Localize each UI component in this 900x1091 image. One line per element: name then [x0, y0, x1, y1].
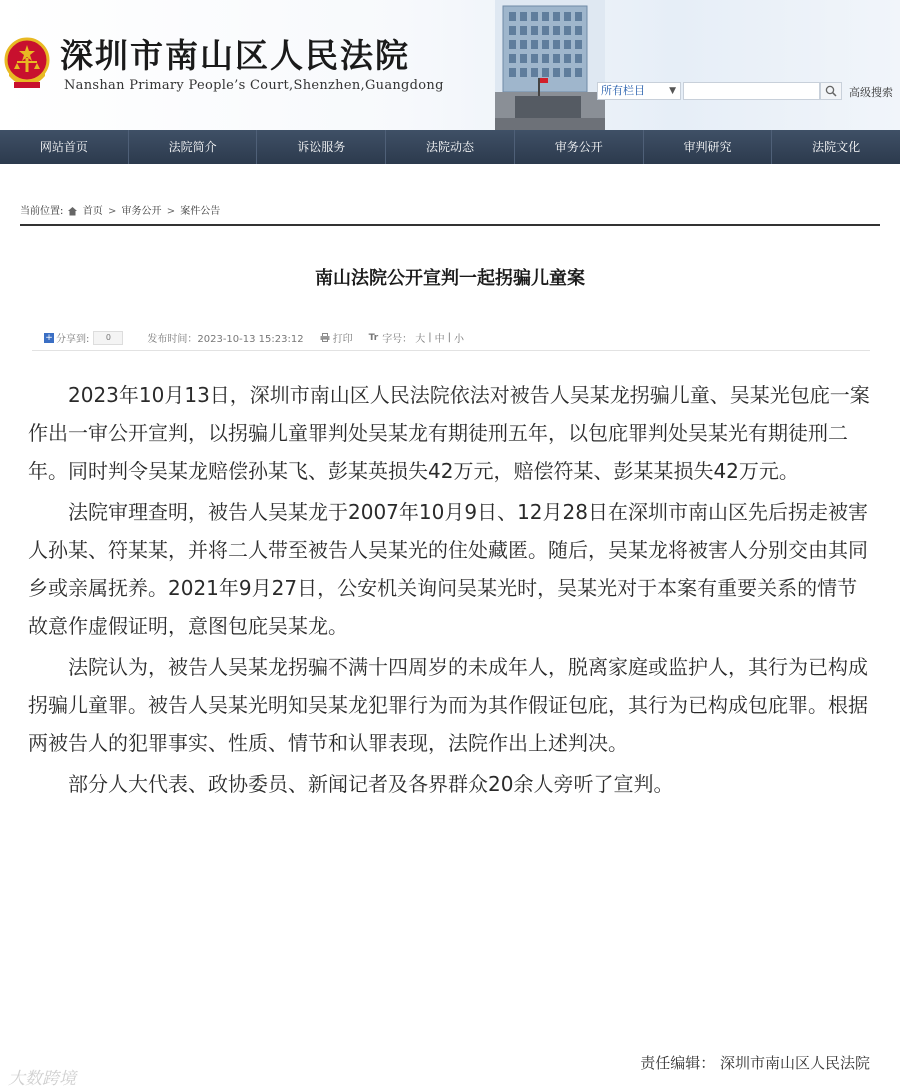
search-scope-value: 所有栏目	[601, 84, 645, 97]
advanced-search-link[interactable]: 高级搜索	[849, 86, 893, 99]
print-icon[interactable]	[320, 333, 330, 342]
responsible-editor: 责任编辑： 深圳市南山区人民法院	[640, 1054, 870, 1072]
court-name-english: Nanshan Primary People’s Court,Shenzhen,Guangdong	[64, 78, 444, 93]
share-icon[interactable]: +	[45, 332, 53, 343]
breadcrumb-separator: >	[166, 206, 176, 217]
search-icon	[825, 85, 837, 97]
article-paragraph: 法院认为，被告人吴某龙拐骗不满十四周岁的未成年人，脱离家庭或监护人，其行为已构成拐骗儿童罪。被告人吴某光明知吴某龙犯罪行为而为其作假证包庇，其行为已构成包庇罪。根据两被告人的犯罪事实、性质、情节和认罪表现，法院作出上述判决。	[28, 655, 868, 755]
font-size-label: 字号：	[382, 334, 413, 345]
home-icon	[67, 206, 78, 216]
article-meta-bar	[44, 330, 870, 345]
court-emblem-icon	[4, 36, 50, 92]
article-paragraph: 部分人大代表、政协委员、新闻记者及各界群众20余人旁听了宣判。	[68, 772, 674, 796]
print-link[interactable]: 打印	[332, 334, 353, 345]
publish-time: 发布时间：2023-10-13 15:23:12	[147, 334, 304, 345]
font-size-large-option[interactable]: 大	[415, 334, 426, 345]
font-size-icon: Tr	[368, 332, 379, 343]
breadcrumb-home-link[interactable]: 首页	[82, 206, 103, 217]
article-title: 南山法院公开宣判一起拐骗儿童案	[315, 268, 585, 289]
court-name-chinese: 深圳市南山区人民法院	[60, 36, 410, 75]
main-nav	[0, 130, 900, 164]
nav-item-court-intro[interactable]: 法院简介	[129, 130, 258, 164]
article-body	[28, 376, 874, 806]
font-size-separator: |	[447, 332, 451, 343]
nav-item-affairs-disclosure[interactable]: 审务公开	[515, 130, 644, 164]
nav-item-litigation-service[interactable]: 诉讼服务	[257, 130, 386, 164]
article-paragraph: 法院审理查明，被告人吴某龙于2007年10月9日、12月28日在深圳市南山区先后拐走被害人孙某、符某某，并将二人带至被告人吴某光的住处藏匿。随后，吴某龙将被害人分别交由其同乡或亲属抚养。2021年9月27日，公安机关询问吴某光时，吴某光对于本案有重要关系的情节故意作虚假证明，意图包庇吴某龙。	[28, 500, 868, 638]
search-scope-select[interactable]	[597, 82, 681, 100]
court-building-image	[495, 0, 605, 130]
nav-item-home[interactable]: 网站首页	[0, 130, 129, 164]
breadcrumb	[20, 202, 220, 217]
watermark: 大数跨境	[8, 1069, 76, 1089]
breadcrumb-separator: >	[107, 206, 117, 217]
site-header	[0, 0, 900, 130]
breadcrumb-case-notice-link[interactable]: 案件公告	[180, 206, 221, 217]
breadcrumb-affairs-link[interactable]: 审务公开	[121, 206, 162, 217]
search-input[interactable]	[683, 82, 820, 100]
article-paragraph: 2023年10月13日，深圳市南山区人民法院依法对被告人吴某龙拐骗儿童、吴某光包庇一案作出一审公开宣判，以拐骗儿童罪判处吴某龙有期徒刑五年，以包庇罪判处吴某光有期徒刑二年。同时判令吴某龙赔偿孙某飞、彭某英损失42万元，赔偿符某、彭某某损失42万元。	[28, 383, 870, 483]
share-count: 0	[93, 331, 123, 345]
font-size-separator: |	[428, 332, 432, 343]
search-button[interactable]	[820, 82, 842, 100]
nav-item-trial-research[interactable]: 审判研究	[644, 130, 773, 164]
nav-item-court-news[interactable]: 法院动态	[386, 130, 515, 164]
divider	[20, 224, 880, 226]
share-label[interactable]: 分享到:	[56, 334, 90, 345]
chevron-down-icon: ▼	[669, 86, 676, 96]
font-size-medium-option[interactable]: 中	[434, 334, 445, 345]
font-size-small-option[interactable]: 小	[453, 334, 464, 345]
breadcrumb-prefix: 当前位置:	[20, 206, 64, 217]
nav-item-court-culture[interactable]: 法院文化	[812, 140, 861, 154]
divider	[32, 350, 870, 351]
